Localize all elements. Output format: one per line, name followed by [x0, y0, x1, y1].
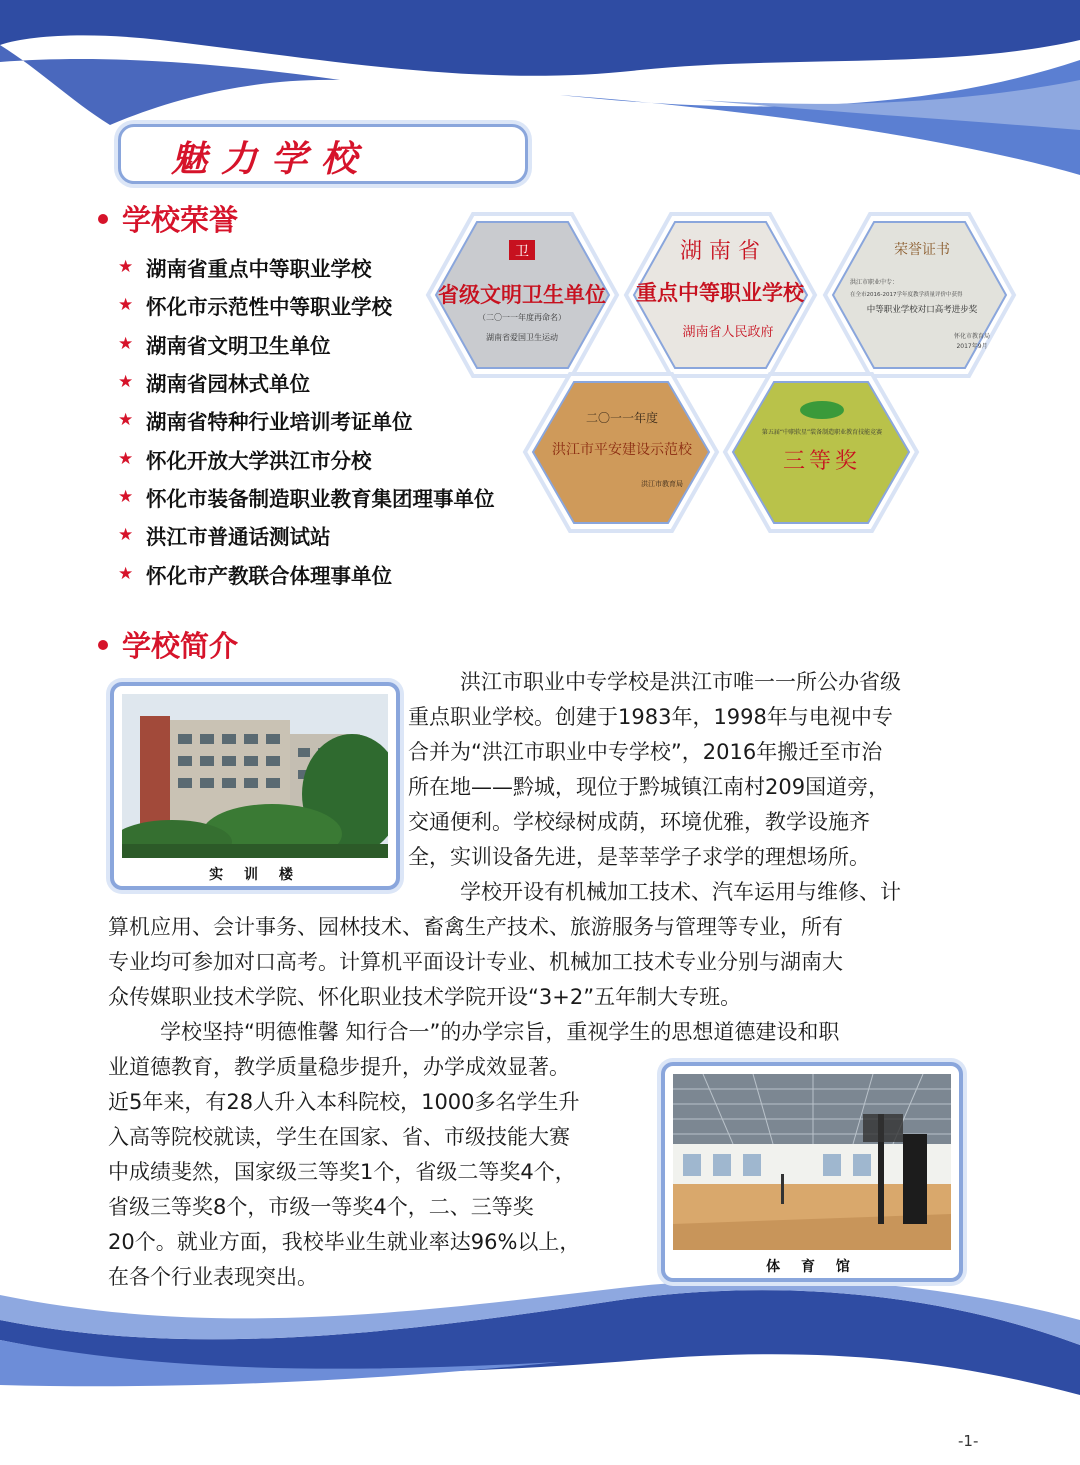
banner-title: 魅力学校	[171, 139, 372, 180]
svg-text:洪江市教育局: 洪江市教育局	[641, 480, 683, 488]
text-line: 交通便利。学校绿树成荫，环境优雅，教学设施齐	[408, 810, 870, 834]
text-line: 洪江市职业中专学校是洪江市唯一一所公办省级	[460, 670, 901, 694]
svg-text:湖 南 省: 湖 南 省	[680, 239, 760, 264]
star-icon: ★	[118, 448, 134, 469]
svg-text:荣誉证书: 荣誉证书	[894, 242, 950, 258]
svg-text:洪江市职业中专：: 洪江市职业中专：	[850, 279, 899, 286]
text-line: 20个。就业方面，我校毕业生就业率达96%以上，	[108, 1230, 581, 1254]
plaque-certificate	[822, 210, 1017, 380]
star-icon: ★	[118, 486, 134, 507]
honors-heading-text: 学校荣誉	[122, 203, 239, 237]
list-item: ★ 洪江市普通话测试站	[118, 525, 331, 550]
text-line: 学校坚持“明德惟馨 知行合一”的办学宗旨，重视学生的思想道德建设和职	[160, 1020, 840, 1044]
plaque-third-prize	[722, 370, 920, 535]
star-icon: ★	[118, 257, 134, 278]
section-banner	[118, 124, 528, 184]
svg-text:三等奖: 三等奖	[782, 449, 862, 474]
list-item: ★ 湖南省园林式单位	[118, 372, 310, 397]
svg-text:二〇一一年度: 二〇一一年度	[585, 411, 659, 425]
plaque-safety-school	[522, 370, 720, 535]
text-line: 合并为“洪江市职业中专学校”，2016年搬迁至市治	[408, 740, 883, 764]
photo-training-building	[110, 682, 400, 890]
svg-text:在全市2016-2017学年度教学质量评价中获得: 在全市2016-2017学年度教学质量评价中获得	[850, 292, 963, 298]
text-line: 所在地——黔城，现位于黔城镇江南村209国道旁，	[408, 775, 890, 799]
star-icon: ★	[118, 295, 134, 316]
text-line: 中成绩斐然，国家级三等奖1个，省级二等奖4个，	[108, 1160, 576, 1184]
svg-text:怀化市教育局: 怀化市教育局	[953, 333, 991, 340]
star-icon: ★	[118, 525, 134, 546]
text-line: 专业均可参加对口高考。计算机平面设计专业、机械加工技术专业分别与湖南大	[108, 950, 843, 974]
honors-heading	[98, 198, 238, 239]
gym-image	[673, 1074, 951, 1250]
list-item: ★ 怀化开放大学洪江市分校	[118, 448, 372, 473]
bullet-icon	[98, 640, 108, 650]
photo-caption: 实 训 楼	[209, 867, 301, 883]
text-line: 入高等院校就读，学生在国家、省、市级技能大赛	[108, 1125, 570, 1149]
text-line: 算机应用、会计事务、园林技术、畜禽生产技术、旅游服务与管理等专业，所有	[108, 915, 843, 939]
list-item: ★ 怀化市示范性中等职业学校	[118, 295, 392, 320]
svg-text:洪江市平安建设示范校: 洪江市平安建设示范校	[552, 442, 692, 458]
text-line: 学校开设有机械加工技术、汽车运用与维修、计	[460, 880, 901, 904]
svg-text:卫: 卫	[515, 244, 529, 260]
list-item: ★ 湖南省重点中等职业学校	[118, 257, 372, 282]
page-number: -1-	[958, 1432, 979, 1450]
text-line: 众传媒职业技术学院、怀化职业技术学院开设“3+2”五年制大专班。	[108, 985, 742, 1009]
bullet-icon	[98, 214, 108, 224]
svg-text:湖南省人民政府: 湖南省人民政府	[682, 325, 774, 340]
text-line: 省级三等奖8个，市级一等奖4个，二、三等奖	[108, 1195, 534, 1219]
svg-text:（二〇一一年度再命名）: （二〇一一年度再命名）	[478, 313, 566, 322]
building-image	[122, 694, 388, 858]
svg-text:第五届“中职软星”装备制造职业教育技能竞赛: 第五届“中职软星”装备制造职业教育技能竞赛	[761, 429, 883, 436]
photo-gymnasium	[661, 1062, 963, 1282]
text-line: 在各个行业表现突出。	[108, 1265, 318, 1289]
text-line: 业道德教育，教学质量稳步提升，办学成效显著。	[108, 1055, 570, 1079]
intro-heading-text: 学校简介	[122, 629, 239, 663]
photo-caption: 体 育 馆	[766, 1259, 858, 1275]
list-item: ★ 怀化市装备制造职业教育集团理事单位	[118, 486, 495, 511]
text-line: 重点职业学校。创建于1983年，1998年与电视中专	[408, 705, 893, 729]
plaque-civilized-unit	[425, 210, 620, 380]
text-line: 近5年来，有28人升入本科院校，1000多名学生升	[108, 1090, 580, 1114]
svg-text:2017年9月: 2017年9月	[956, 343, 988, 350]
list-item: ★ 怀化市产教联合体理事单位	[118, 563, 392, 588]
list-item: ★ 湖南省文明卫生单位	[118, 333, 331, 358]
list-item: ★ 湖南省特种行业培训考证单位	[118, 410, 413, 435]
plaque-text: 省级文明卫生单位	[438, 283, 606, 307]
star-icon: ★	[118, 563, 134, 584]
star-icon: ★	[118, 410, 134, 431]
plaque-key-school	[623, 210, 818, 380]
intro-heading	[98, 624, 238, 665]
svg-text:重点中等职业学校: 重点中等职业学校	[636, 281, 804, 305]
svg-text:中等职业学校对口高考进步奖: 中等职业学校对口高考进步奖	[866, 305, 978, 315]
text-line: 全，实训设备先进，是莘莘学子求学的理想场所。	[408, 845, 870, 869]
star-icon: ★	[118, 372, 134, 393]
star-icon: ★	[118, 333, 134, 354]
svg-text:湖南省爱国卫生运动: 湖南省爱国卫生运动	[486, 333, 558, 342]
